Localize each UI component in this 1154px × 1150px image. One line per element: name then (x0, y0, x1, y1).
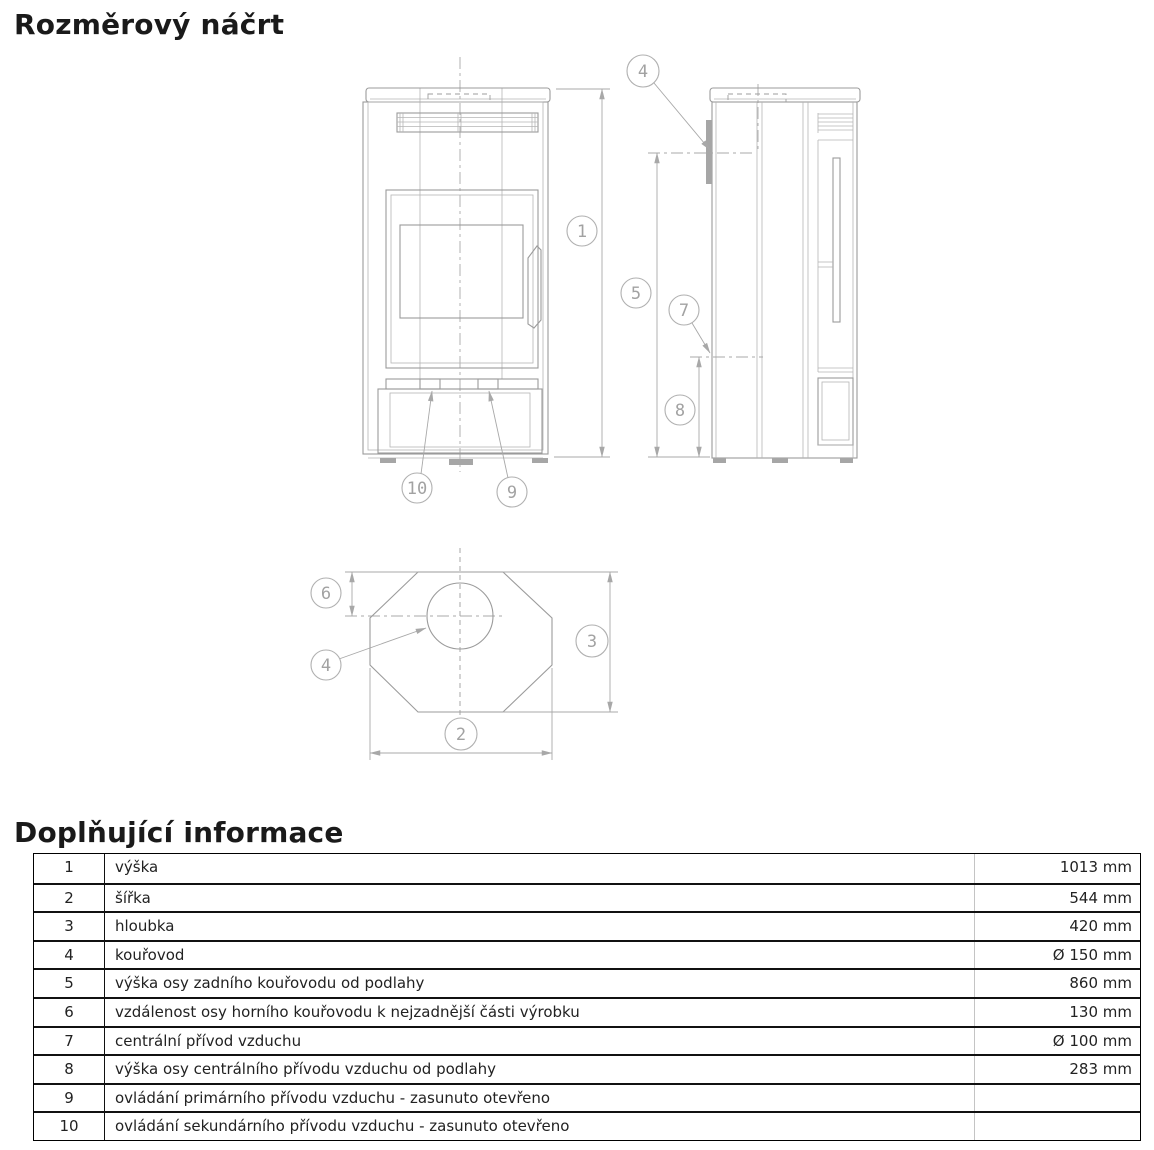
door-glass (400, 225, 523, 318)
callout-5-label: 5 (630, 284, 642, 304)
row-label: šířka (115, 888, 151, 907)
callout-8-label: 8 (674, 401, 686, 421)
callout-3-label: 3 (586, 632, 598, 652)
table-row (34, 1083, 1140, 1112)
row-label: ovládání sekundárního přívodu vzduchu - zasunuto otevřeno (115, 1117, 570, 1136)
row-value: 283 mm (974, 1056, 1140, 1083)
row-number: 8 (34, 1056, 105, 1083)
row-label: výška (115, 858, 159, 876)
row-number: 6 (34, 999, 105, 1026)
secondary-air-slider (420, 379, 440, 389)
side-door-glass (833, 158, 840, 322)
callout-6-label: 6 (320, 584, 332, 604)
row-number: 5 (34, 970, 105, 997)
rear-flue-collar (706, 120, 712, 184)
front-door (386, 190, 541, 368)
row-value: 860 mm (974, 970, 1140, 997)
callout-2-label: 2 (455, 725, 467, 745)
stove-top-view (339, 548, 618, 760)
callout-10-label: 10 (406, 479, 428, 499)
table-row (34, 911, 1140, 940)
front-control-strip (386, 379, 538, 389)
row-number: 2 (34, 885, 105, 912)
row-label: ovládání primárního přívodu vzduchu - zasunuto otevřeno (115, 1088, 551, 1107)
row-value (974, 1113, 1140, 1140)
row-value: 544 mm (974, 885, 1140, 912)
row-number: 1 (34, 854, 105, 883)
row-label: centrální přívod vzduchu (115, 1031, 302, 1050)
callouts (311, 55, 699, 750)
row-label: kouřovod (115, 945, 185, 964)
page-title: Rozměrový náčrt (14, 8, 285, 41)
front-flue-hidden (428, 94, 490, 102)
door-handle (528, 246, 541, 328)
leader-7 (692, 323, 710, 353)
leader-4-side (654, 83, 710, 150)
callout-4-top-label: 4 (320, 656, 332, 676)
table-row (34, 1026, 1140, 1055)
table-row (34, 997, 1140, 1026)
row-number: 7 (34, 1028, 105, 1055)
callout-7-label: 7 (678, 301, 690, 321)
callout-9-label: 9 (506, 483, 518, 503)
section-title: Doplňující informace (14, 816, 344, 849)
row-value: 130 mm (974, 999, 1140, 1026)
dimension-height (554, 89, 610, 457)
table-row (34, 968, 1140, 997)
row-number: 4 (34, 942, 105, 969)
callout-1-label: 1 (576, 222, 588, 242)
table-row (34, 883, 1140, 912)
table-row (34, 940, 1140, 969)
side-top-plate (710, 88, 860, 102)
table-row (34, 854, 1140, 883)
front-top-plate (366, 88, 550, 102)
side-air-grille (818, 113, 853, 133)
row-value: Ø 150 mm (974, 942, 1140, 969)
top-view-body (370, 572, 552, 712)
primary-air-slider (478, 379, 498, 389)
info-table (33, 853, 1141, 1141)
row-number: 9 (34, 1085, 105, 1112)
leader-9 (489, 391, 508, 478)
leader-4-top (339, 628, 426, 659)
row-value: 420 mm (974, 913, 1140, 940)
leader-10 (421, 391, 432, 474)
row-value: Ø 100 mm (974, 1028, 1140, 1055)
row-label: vzdálenost osy horního kouřovodu k nejzadnější části výrobku (115, 1002, 580, 1021)
callout-4-label: 4 (637, 62, 649, 82)
stove-front-view (363, 57, 550, 472)
row-label: výška osy centrálního přívodu vzduchu od podlahy (115, 1060, 497, 1079)
row-value (974, 1085, 1140, 1112)
row-label: hloubka (115, 917, 175, 936)
side-body (712, 102, 857, 458)
row-label: výška osy zadního kouřovodu od podlahy (115, 974, 425, 993)
row-number: 3 (34, 913, 105, 940)
row-value: 1013 mm (974, 854, 1140, 883)
table-row (34, 1054, 1140, 1083)
table-row (34, 1111, 1140, 1140)
row-number: 10 (34, 1113, 105, 1140)
front-air-grille (397, 113, 538, 132)
